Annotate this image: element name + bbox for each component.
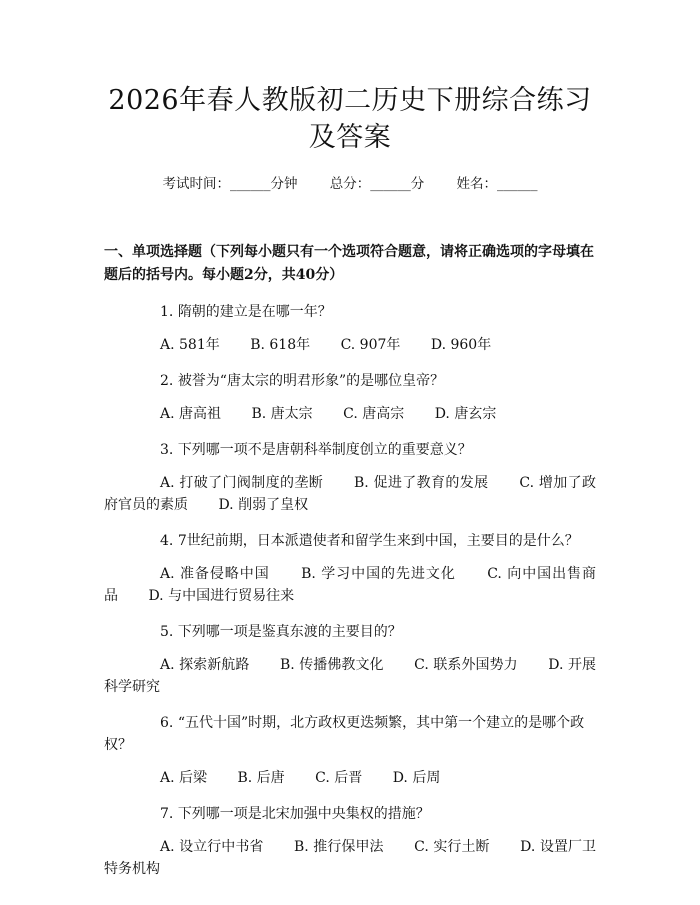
option-d: D. 唐玄宗 bbox=[434, 406, 497, 422]
question-1-options bbox=[104, 334, 596, 356]
option-a: A. 探索新航路 bbox=[160, 657, 250, 673]
option-c: C. 联系外国势力 bbox=[414, 657, 518, 673]
question-list bbox=[104, 301, 596, 880]
question-4-options bbox=[104, 563, 596, 607]
option-a: A. 唐高祖 bbox=[160, 406, 222, 422]
option-a: A. 打破了门阀制度的垄断 bbox=[160, 475, 324, 491]
question-text: 下列哪一项是北宋加强中央集权的措施？ bbox=[177, 806, 430, 822]
student-name: 姓名：______ bbox=[456, 176, 538, 192]
option-c: C. 后晋 bbox=[315, 770, 363, 786]
option-d: D. 设置厂卫特务机构 bbox=[104, 839, 597, 877]
question-number: 6. bbox=[160, 715, 174, 731]
question-text: 下列哪一项是鉴真东渡的主要目的？ bbox=[177, 624, 402, 640]
question-2-options bbox=[104, 403, 596, 425]
question-text: 下列哪一项不是唐朝科举制度创立的重要意义？ bbox=[177, 442, 472, 458]
exam-time: 考试时间：______分钟 bbox=[162, 176, 298, 192]
question-text: 被誉为“唐太宗的明君形象”的是哪位皇帝？ bbox=[177, 373, 445, 389]
question-number: 3. bbox=[160, 442, 174, 458]
option-d: D. 削弱了皇权 bbox=[218, 497, 309, 513]
option-b: B. 618年 bbox=[250, 337, 311, 353]
question-1 bbox=[104, 301, 596, 323]
option-c: C. 增加了政府官员的素质 bbox=[104, 475, 596, 513]
option-d: D. 后周 bbox=[392, 770, 441, 786]
question-5 bbox=[104, 621, 596, 643]
option-c: C. 向中国出售商品 bbox=[104, 566, 597, 604]
option-b: B. 传播佛教文化 bbox=[279, 657, 384, 673]
option-b: B. 促进了教育的发展 bbox=[353, 475, 489, 491]
option-b: B. 推行保甲法 bbox=[294, 839, 384, 855]
question-number: 2. bbox=[160, 373, 174, 389]
option-b: B. 后唐 bbox=[237, 770, 285, 786]
question-text: “五代十国”时期，北方政权更迭频繁，其中第一个建立的是哪个政权？ bbox=[104, 715, 585, 753]
exam-info bbox=[104, 173, 596, 195]
section-heading: 一、单项选择题（下列每小题只有一个选项符合题意，请将正确选项的字母填在题后的括号内。每小题2分，共40分） bbox=[104, 244, 594, 283]
question-7-options bbox=[104, 836, 596, 880]
page-title: 2026年春人教版初二历史下册综合练习及答案 bbox=[108, 85, 592, 153]
option-b: B. 学习中国的先进文化 bbox=[301, 566, 456, 582]
option-d: D. 与中国进行贸易往来 bbox=[148, 588, 295, 604]
option-b: B. 唐太宗 bbox=[251, 406, 313, 422]
option-d: D. 960年 bbox=[430, 337, 492, 353]
question-5-options bbox=[104, 654, 596, 698]
question-text: 7世纪前期，日本派遣使者和留学生来到中国，主要目的是什么？ bbox=[177, 533, 579, 549]
question-6-options bbox=[104, 767, 596, 789]
option-d: D. 开展科学研究 bbox=[104, 657, 597, 695]
question-7 bbox=[104, 803, 596, 825]
option-a: A. 581年 bbox=[160, 337, 220, 353]
question-number: 4. bbox=[160, 533, 174, 549]
question-number: 5. bbox=[160, 624, 174, 640]
option-c: C. 实行土断 bbox=[414, 839, 490, 855]
question-2 bbox=[104, 370, 596, 392]
option-c: C. 907年 bbox=[340, 337, 401, 353]
question-text: 隋朝的建立是在哪一年？ bbox=[177, 304, 332, 320]
question-3-options bbox=[104, 472, 596, 516]
option-a: A. 后梁 bbox=[160, 770, 208, 786]
question-6 bbox=[104, 712, 596, 756]
question-number: 7. bbox=[160, 806, 174, 822]
exam-score: 总分：______分 bbox=[329, 176, 425, 192]
question-number: 1. bbox=[160, 304, 174, 320]
question-4 bbox=[104, 530, 596, 552]
option-a: A. 准备侵略中国 bbox=[160, 566, 270, 582]
option-a: A. 设立行中书省 bbox=[160, 839, 264, 855]
question-3 bbox=[104, 439, 596, 461]
option-c: C. 唐高宗 bbox=[343, 406, 405, 422]
